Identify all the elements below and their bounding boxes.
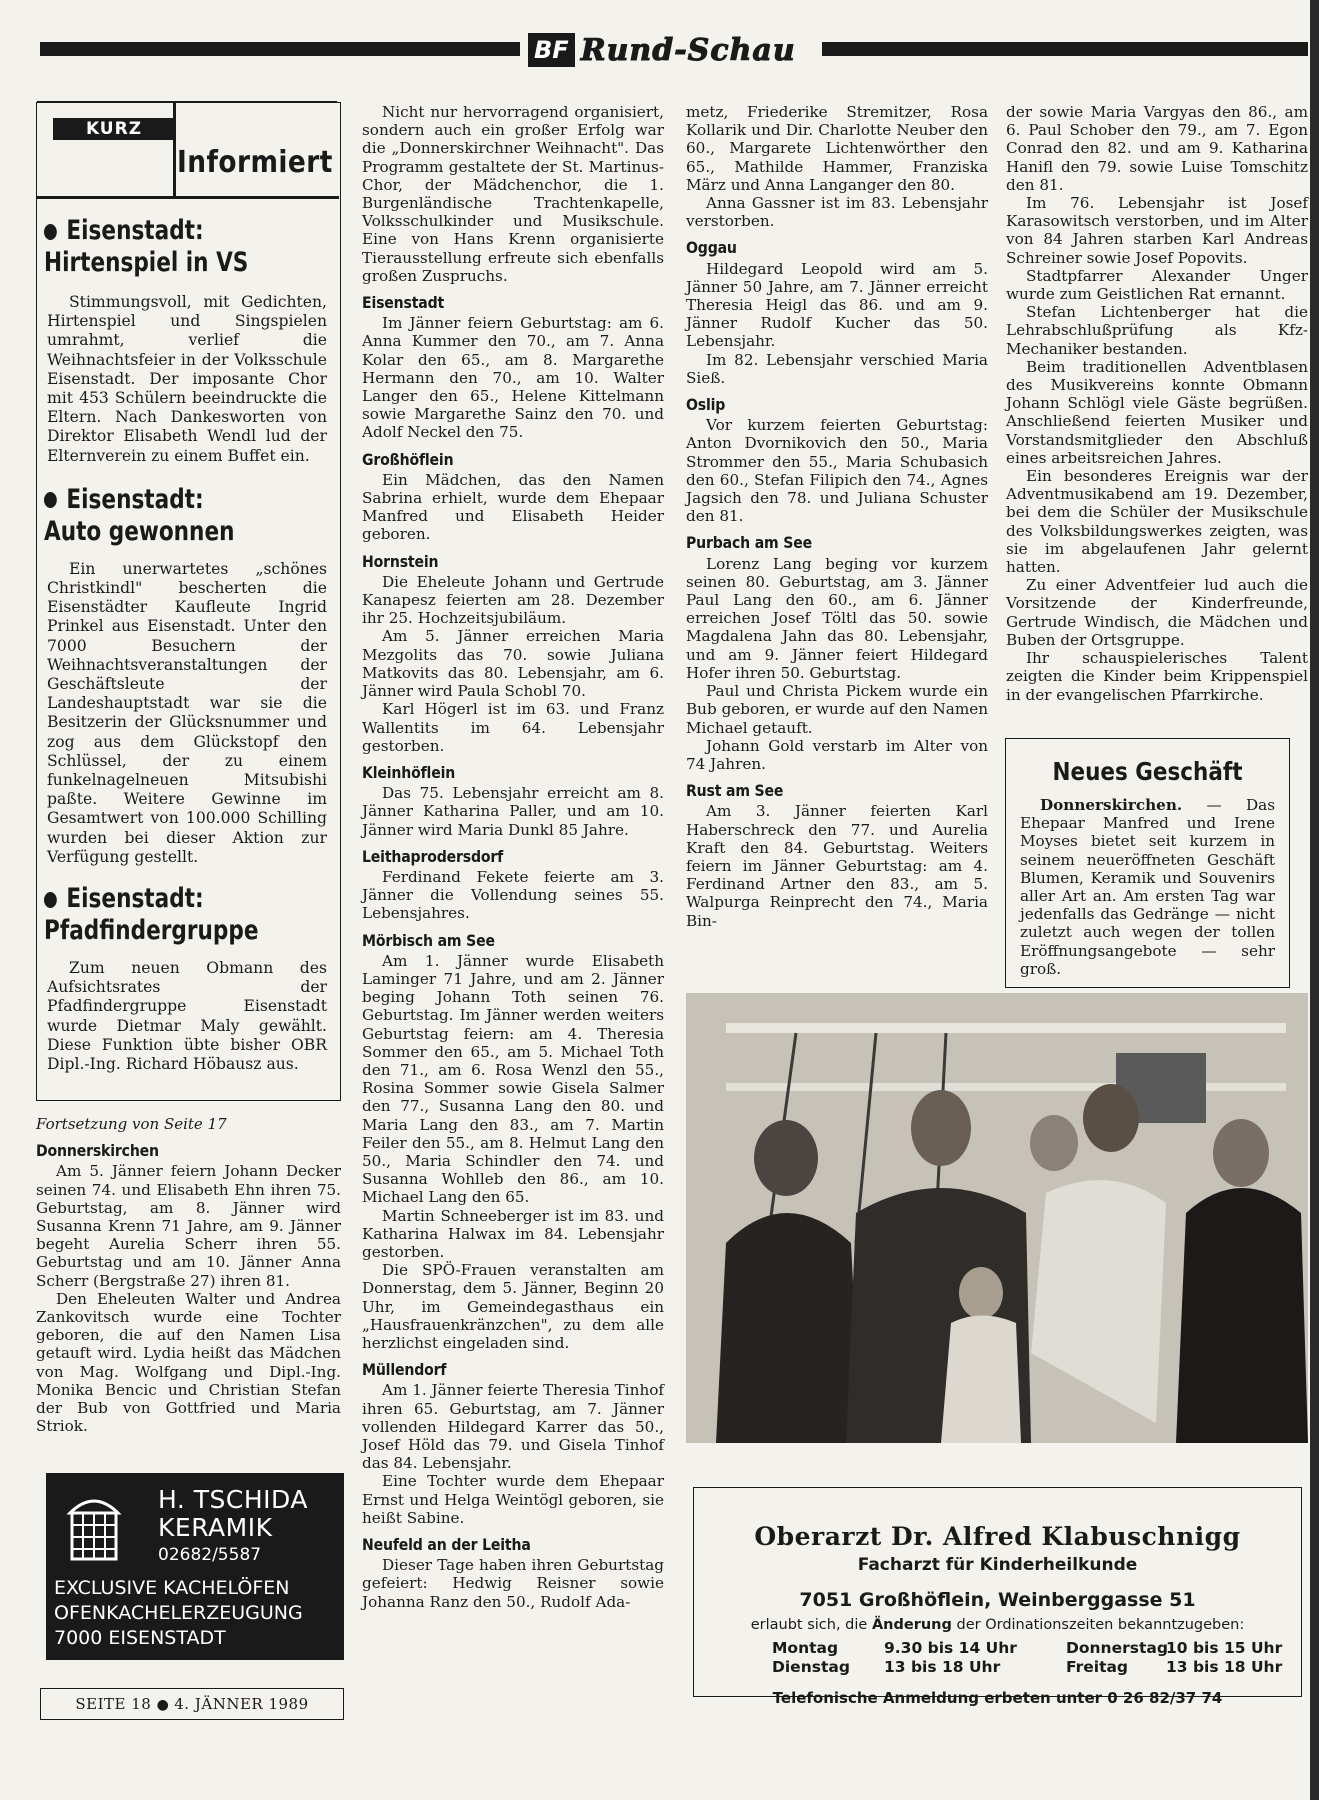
kurz-informiert-box [36, 102, 341, 1101]
column-3 [686, 103, 988, 930]
ad-klabuschnigg [693, 1487, 1302, 1707]
page-footer [40, 1688, 344, 1720]
paragraph: Karl Högerl ist im 63. und Franz Wallentits im 64. Lebensjahr gestorben. [362, 700, 664, 755]
paragraph: Zu einer Adventfeier lud auch die Vorsitzende der Kinderfreunde, Gertrude Windisch, die Mädchen und Buben der Ortsgruppe. [1006, 576, 1308, 649]
bullet-icon [44, 224, 57, 240]
hours-day: Donnerstag [1066, 1639, 1168, 1657]
neues-title: Neues Geschäft [1052, 757, 1243, 786]
paragraph: Am 1. Jänner wurde Elisabeth Laminger 71 Jahre, und am 2. Jänner beging Johann Toth seinen 76. Geburtstag. Im Jänner werden weiters Geburtstag feiern: am 4. Theresia Sommer den 65., am 5. Michael Toth den 71., am 6. Rosa Wenzl den 55., Rosina Sommer sowie Gisela Salmer den 77., Susanna Lang den 80. und Maria Lang den 83., am 7. Martin Feiler den 55., am 8. Helmut Lang den 50., Maria Schindler den 74. und Susanna Wohlleb den 86., am 10. Michael Lang den 65. [362, 951, 664, 1207]
ad-line: OFENKACHELERZEUGUNG [54, 1602, 303, 1624]
hours-time: 9.30 bis 14 Uhr [884, 1639, 1017, 1657]
masthead-logo: BF [528, 33, 575, 67]
masthead [528, 30, 796, 70]
ad-name: H. TSCHIDA [158, 1485, 308, 1514]
place-heading: Großhöflein [362, 449, 454, 469]
kurz-item-heading: Eisenstadt: [66, 483, 204, 515]
paragraph: Am 5. Jänner erreichen Maria Mezgolits das 70. sowie Juliana Matkovits das 80. Lebensjahr, am 6. Jänner wird Paula Schobl 70. [362, 627, 664, 701]
stove-icon [62, 1493, 126, 1563]
col1-continuation [36, 1115, 341, 1435]
paragraph: Den Eheleuten Walter und Andrea Zankovitsch wurde eine Tochter geboren, die auf den Namen Lisa getauft wird. Lydia heißt das Mädchen von Mag. Wolfgang und Dipl.-Ing. Monika Bencic und Christian Stefan der Bub von Gottfried und Maria Striok. [36, 1289, 341, 1436]
paragraph: Vor kurzem feierten Geburtstag: Anton Dvornikovich den 50., Maria Strommer den 55., Maria Schubasich den 60., Stefan Filipich den 74., Agnes Jagsich den 78. und Juliana Schuster den 81. [686, 416, 988, 526]
kurz-tag: KURZ [53, 118, 175, 140]
column-4 [1006, 103, 1308, 704]
place-heading: Kleinhöflein [362, 762, 456, 782]
paragraph: Paul und Christa Pickem wurde ein Bub geboren, er wurde auf den Namen Michael getauft. [686, 682, 988, 737]
ad-doctor-name: Oberarzt Dr. Alfred Klabuschnigg [754, 1522, 1241, 1551]
paragraph: Hildegard Leopold wird am 5. Jänner 50 Jahre, am 7. Jänner erreicht Theresia Heigl das 86. und am 9. Jänner Rudolf Kucher das 50. Lebensjahr. [686, 259, 988, 351]
ad-line: EXCLUSIVE KACHELÖFEN [54, 1577, 290, 1599]
place-heading: Leithaprodersdorf [362, 846, 504, 866]
place-heading: Hornstein [362, 551, 439, 571]
kurz-item-heading: Eisenstadt: [66, 215, 204, 246]
office-hours [694, 1639, 1301, 1679]
hours-day: Freitag [1066, 1658, 1129, 1676]
hours-day: Dienstag [772, 1658, 850, 1676]
paragraph: Am 5. Jänner feiern Johann Decker seinen 74. und Elisabeth Ehn ihren 75. Geburtstag, am 8. Jänner wird Susanna Krenn 71 Jahre, am 9. Jänner begeht Aurelia Scherr ihren 55. Geburtstag und am 10. Jänner Anna Scherr (Bergstraße 27) ihren 81. [36, 1162, 341, 1290]
ad-company: KERAMIK [158, 1513, 273, 1542]
paragraph: Im 82. Lebensjahr verschied Maria Sieß. [686, 350, 988, 387]
page-number: SEITE 18 [75, 1695, 152, 1713]
ad-line: 7000 EISENSTADT [54, 1627, 226, 1649]
kurz-item-text: Ein unerwartetes „schönes Christkindl" bescherten die Eisenstädter Kaufleute Ingrid Prinkel aus Eisenstadt. Unter den 7000 Besuchern der Weihnachtsveranstaltungen der Geschäftsleute der Landeshauptstadt war sie die Besitzerin der Glücksnummer und zog aus dem Glückstopf den Schlüssel, der zu einem funkelnagelneuen Mitsubishi paßte. Weitere Gewinne im Gesamtwert von 100.000 Schilling wurden bei dieser Aktion zur Verfügung gestellt. [47, 559, 327, 866]
ad-notice: erlaubt sich, die Änderung der Ordinationszeiten bekanntzugeben: [750, 1617, 1245, 1633]
kurz-item-heading: Hirtenspiel in VS [44, 247, 249, 278]
paragraph: Lorenz Lang beging vor kurzem seinen 80. Geburtstag, am 3. Jänner Paul Lang den 60., am 6. Jänner erreichen Josef Töltl das 50. sowie Magdalena Jahn das 80. Lebensjahr, und am 9. Jänner feiert Hildegard Hofer ihren 50. Geburtstag. [686, 554, 988, 682]
header-rule-left [40, 42, 520, 56]
paragraph: Im 76. Lebensjahr ist Josef Karasowitsch verstorben, und im Alter von 84 Jahren starben Karl Andreas Schreiner sowie Josef Popovits. [1006, 194, 1308, 267]
ad-phone-line: Telefonische Anmeldung erbeten unter 0 26 82/37 74 [772, 1689, 1223, 1707]
paragraph: Ferdinand Fekete feierte am 3. Jänner die Vollendung seines 55. Lebensjahres. [362, 867, 664, 923]
place-heading: Neufeld an der Leitha [362, 1535, 531, 1555]
column-2 [362, 103, 664, 1611]
neues-geschaeft-box [1005, 738, 1290, 988]
place-heading: Donnerskirchen [36, 1141, 159, 1161]
paragraph: Am 3. Jänner feierten Karl Haberschreck den 77. und Aurelia Kraft den 84. Geburtstag. Weiters feiern im Jänner Geburtstag: am 4. Ferdinand Artner den 83., am 5. Walpurga Reinprecht den 74., Maria Bin- [686, 802, 988, 930]
paragraph: der sowie Maria Vargyas den 86., am 6. Paul Schober den 79., am 7. Egon Conrad den 82. und am 9. Katharina Hanifl den 79. sowie Luise Tomschitz den 81. [1006, 103, 1308, 194]
paragraph: Stadtpfarrer Alexander Unger wurde zum Geistlichen Rat ernannt. [1006, 266, 1308, 304]
paragraph: Das 75. Lebensjahr erreicht am 8. Jänner Katharina Paller, und am 10. Jänner wird Maria Dunkl 85 Jahre. [362, 784, 664, 839]
neues-lead: Donnerskirchen. [1040, 796, 1183, 814]
kurz-item-text: Zum neuen Obmann des Aufsichtsrates der Pfadfindergruppe Eisenstadt wurde Dietmar Maly gewählt. Diese Funktion übte bisher OBR Dipl.-Ing. Richard Höbausz aus. [47, 959, 327, 1074]
ad-tschida-keramik [46, 1473, 344, 1660]
paragraph: Im Jänner feiern Geburtstag: am 6. Anna Kummer den 70., am 7. Anna Kolar den 65., am 8. Margarethe Hermann den 70., am 10. Walter Langer den 65., Helene Kittelmann sowie Margarethe Sainz den 70. und Adolf Neckel den 75. [362, 314, 664, 442]
place-heading: Mörbisch am See [362, 930, 495, 950]
bullet-icon: ● [156, 1697, 175, 1713]
ad-doctor-title: Facharzt für Kinderheilkunde [857, 1555, 1138, 1575]
place-heading: Oggau [686, 238, 737, 258]
group-photo-image [686, 993, 1308, 1443]
paragraph: Nicht nur hervorragend organisiert, sondern auch ein großer Erfolg war die „Donnerskirchner Weihnacht". Das Programm gestaltete der St. Martinus-Chor, der Mädchenchor, die 1. Burgenländische Trachtenkapelle, Volksschulkinder und Musikschule. Eine von Hans Krenn organisierte Tierausstellung erfreute sich ebenfalls großen Zuspruchs. [362, 103, 664, 285]
paragraph: Die SPÖ-Frauen veranstalten am Donnerstag, dem 5. Jänner, Beginn 20 Uhr, im Gemeindegasthaus ein „Hausfrauenkränzchen", zu dem alle herzlichst eingeladen sind. [362, 1261, 664, 1352]
paragraph: Anna Gassner ist im 83. Lebensjahr verstorben. [686, 194, 988, 231]
paragraph: Beim traditionellen Adventblasen des Musikvereins konnte Obmann Johann Schlögl viele Gäste begrüßen. Anschließend feierten Musiker und Vorstandsmitglieder den Abschluß eines arbeitsreichen Jahres. [1006, 357, 1308, 467]
place-heading: Rust am See [686, 781, 784, 801]
kurz-item-heading: Pfadfindergruppe [44, 915, 259, 947]
place-heading: Eisenstadt [362, 293, 445, 313]
paragraph: Ihr schauspielerisches Talent zeigten die Kinder beim Krippenspiel in der evangelischen Pfarrkirche. [1006, 649, 1308, 704]
bullet-icon [44, 892, 57, 908]
paragraph: Dieser Tage haben ihren Geburtstag gefeiert: Hedwig Reisner sowie Johanna Ranz den 50., Rudolf Ada- [362, 1556, 664, 1611]
hours-time: 13 bis 18 Uhr [1166, 1658, 1283, 1676]
place-heading: Müllendorf [362, 1360, 447, 1380]
bullet-icon [44, 492, 57, 508]
masthead-section-title: Rund-Schau [580, 32, 796, 68]
kurz-item-heading: Eisenstadt: [66, 883, 204, 915]
hours-day: Montag [772, 1639, 839, 1657]
paragraph: Die Eheleute Johann und Gertrude Kanapesz feierten am 28. Dezember ihr 25. Hochzeitsjubiläum. [362, 572, 664, 628]
paragraph: Johann Gold verstarb im Alter von 74 Jahren. [686, 736, 988, 773]
fortsetzung-note: Fortsetzung von Seite 17 [36, 1115, 227, 1133]
neues-text [1020, 796, 1275, 978]
paragraph: Stefan Lichtenberger hat die Lehrabschlußprüfung als Kfz-Mechaniker bestanden. [1006, 303, 1308, 358]
ad-address: 7051 Großhöflein, Weinberggasse 51 [799, 1589, 1196, 1611]
hours-time: 10 bis 15 Uhr [1166, 1639, 1283, 1657]
paragraph: Ein Mädchen, das den Namen Sabrina erhielt, wurde dem Ehepaar Manfred und Elisabeth Heider geboren. [362, 470, 664, 544]
kurz-item-heading: Auto gewonnen [44, 515, 235, 547]
kurz-items [44, 215, 327, 1082]
paragraph: Am 1. Jänner feierte Theresia Tinhof ihren 65. Geburtstag, am 7. Jänner vollenden Hildegard Karrer das 50., Josef Höld das 79. und Gisela Tinhof das 84. Lebensjahr. [362, 1381, 664, 1473]
place-heading: Purbach am See [686, 533, 812, 553]
kurz-title: Informiert [177, 145, 333, 180]
hours-time: 13 bis 18 Uhr [884, 1658, 1001, 1676]
page-edge-shadow [1310, 0, 1319, 1800]
paragraph: Martin Schneeberger ist im 83. und Katharina Halwax im 84. Lebensjahr gestorben. [362, 1206, 664, 1261]
paragraph: metz, Friederike Stremitzer, Rosa Kollarik und Dir. Charlotte Neuber den 60., Margarete Lichtenwörther den 65., Mathilde Hammer, Franziska März und Anna Langanger den 80. [686, 103, 988, 194]
ad-phone: 02682/5587 [158, 1545, 262, 1565]
kurz-header [37, 103, 339, 198]
kurz-item [44, 483, 327, 867]
header-rule-right [822, 42, 1308, 56]
issue-date: 4. JÄNNER 1989 [174, 1695, 309, 1713]
kurz-item-text: Stimmungsvoll, mit Gedichten, Hirtenspiel und Singspielen umrahmt, verlief die Weihnachtsfeier in der Volksschule Eisenstadt. Der imposante Chor mit 453 Schülern beeindruckte die Eltern. Nach Dankesworten von Direktor Elisabeth Wendl lud der Elternverein zu einem Buffet ein. [47, 293, 327, 465]
paragraph: Ein besonderes Ereignis war der Adventmusikabend am 19. Dezember, bei dem die Schüler der Musikschule des Volksbildungswerkes zeigten, was sie im abgelaufenen Jahr gelernt hatten. [1006, 467, 1308, 577]
place-heading: Oslip [686, 395, 726, 415]
kurz-item [44, 215, 327, 466]
group-photo [686, 993, 1308, 1443]
neues-body: — Das Ehepaar Manfred und Irene Moyses bietet seit kurzem in seinem neueröffneten Geschäft Blumen, Keramik und Souvenirs aller Art an. Am ersten Tag war jedenfalls das Gedränge — nicht zuletzt auch wegen der tollen Eröffnungsangebote — sehr groß. [1020, 796, 1275, 978]
kurz-item [44, 883, 327, 1074]
paragraph: Eine Tochter wurde dem Ehepaar Ernst und Helga Weintögl geboren, sie heißt Sabine. [362, 1472, 664, 1527]
